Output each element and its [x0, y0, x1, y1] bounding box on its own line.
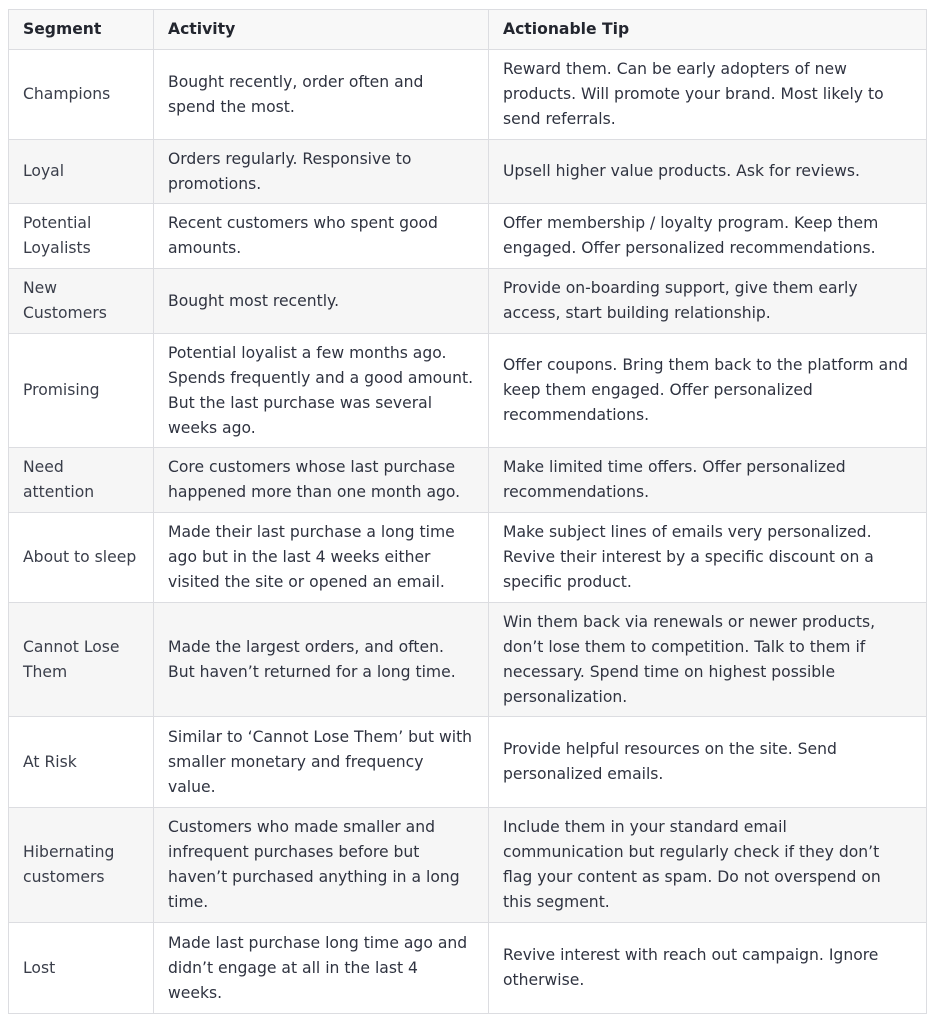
activity-cell: Recent customers who spent good amounts. [154, 204, 489, 269]
table-row [9, 808, 927, 923]
activity-cell: Customers who made smaller and infrequent purchases before but haven’t purchased anything in a long time. [154, 808, 489, 923]
segment-cell: At Risk [9, 717, 154, 808]
activity-cell: Potential loyalist a few months ago. Spends frequently and a good amount. But the last purchase was several weeks ago. [154, 334, 489, 448]
segment-cell: New Customers [9, 269, 154, 334]
table-row [9, 448, 927, 513]
tip-cell: Provide helpful resources on the site. Send personalized emails. [489, 717, 927, 808]
segment-cell: Loyal [9, 140, 154, 204]
segment-cell: Champions [9, 50, 154, 140]
tip-cell: Make subject lines of emails very personalized. Revive their interest by a specific discount on a specific product. [489, 513, 927, 603]
activity-cell: Core customers whose last purchase happened more than one month ago. [154, 448, 489, 513]
header-row [9, 10, 927, 50]
table-body [9, 50, 927, 1014]
activity-cell: Made last purchase long time ago and didn’t engage at all in the last 4 weeks. [154, 923, 489, 1014]
activity-cell: Made their last purchase a long time ago but in the last 4 weeks either visited the site or opened an email. [154, 513, 489, 603]
header-activity: Activity [154, 10, 489, 50]
activity-cell: Bought most recently. [154, 269, 489, 334]
table-row [9, 923, 927, 1014]
segments-table-container [8, 9, 926, 1014]
table-row [9, 513, 927, 603]
tip-cell: Provide on-boarding support, give them early access, start building relationship. [489, 269, 927, 334]
table-row [9, 269, 927, 334]
tip-cell: Upsell higher value products. Ask for reviews. [489, 140, 927, 204]
tip-cell: Make limited time offers. Offer personalized recommendations. [489, 448, 927, 513]
tip-cell: Win them back via renewals or newer products, don’t lose them to competition. Talk to them if necessary. Spend time on highest possible personalization. [489, 603, 927, 717]
segments-table [8, 9, 927, 1014]
header-actionable-tip: Actionable Tip [489, 10, 927, 50]
segment-cell: Promising [9, 334, 154, 448]
tip-cell: Include them in your standard email communication but regularly check if they don’t flag your content as spam. Do not overspend on this segment. [489, 808, 927, 923]
table-row [9, 50, 927, 140]
table-row [9, 140, 927, 204]
table-row [9, 603, 927, 717]
activity-cell: Orders regularly. Responsive to promotions. [154, 140, 489, 204]
segment-cell: Hibernating customers [9, 808, 154, 923]
tip-cell: Offer membership / loyalty program. Keep them engaged. Offer personalized recommendations. [489, 204, 927, 269]
table-row [9, 717, 927, 808]
activity-cell: Similar to ‘Cannot Lose Them’ but with smaller monetary and frequency value. [154, 717, 489, 808]
segment-cell: Potential Loyalists [9, 204, 154, 269]
tip-cell: Revive interest with reach out campaign. Ignore otherwise. [489, 923, 927, 1014]
header-segment: Segment [9, 10, 154, 50]
table-header [9, 10, 927, 50]
segment-cell: About to sleep [9, 513, 154, 603]
segment-cell: Need attention [9, 448, 154, 513]
table-row [9, 204, 927, 269]
tip-cell: Reward them. Can be early adopters of new products. Will promote your brand. Most likely to send referrals. [489, 50, 927, 140]
segment-cell: Cannot Lose Them [9, 603, 154, 717]
activity-cell: Made the largest orders, and often. But haven’t returned for a long time. [154, 603, 489, 717]
table-row [9, 334, 927, 448]
tip-cell: Offer coupons. Bring them back to the platform and keep them engaged. Offer personalized recommendations. [489, 334, 927, 448]
activity-cell: Bought recently, order often and spend the most. [154, 50, 489, 140]
segment-cell: Lost [9, 923, 154, 1014]
